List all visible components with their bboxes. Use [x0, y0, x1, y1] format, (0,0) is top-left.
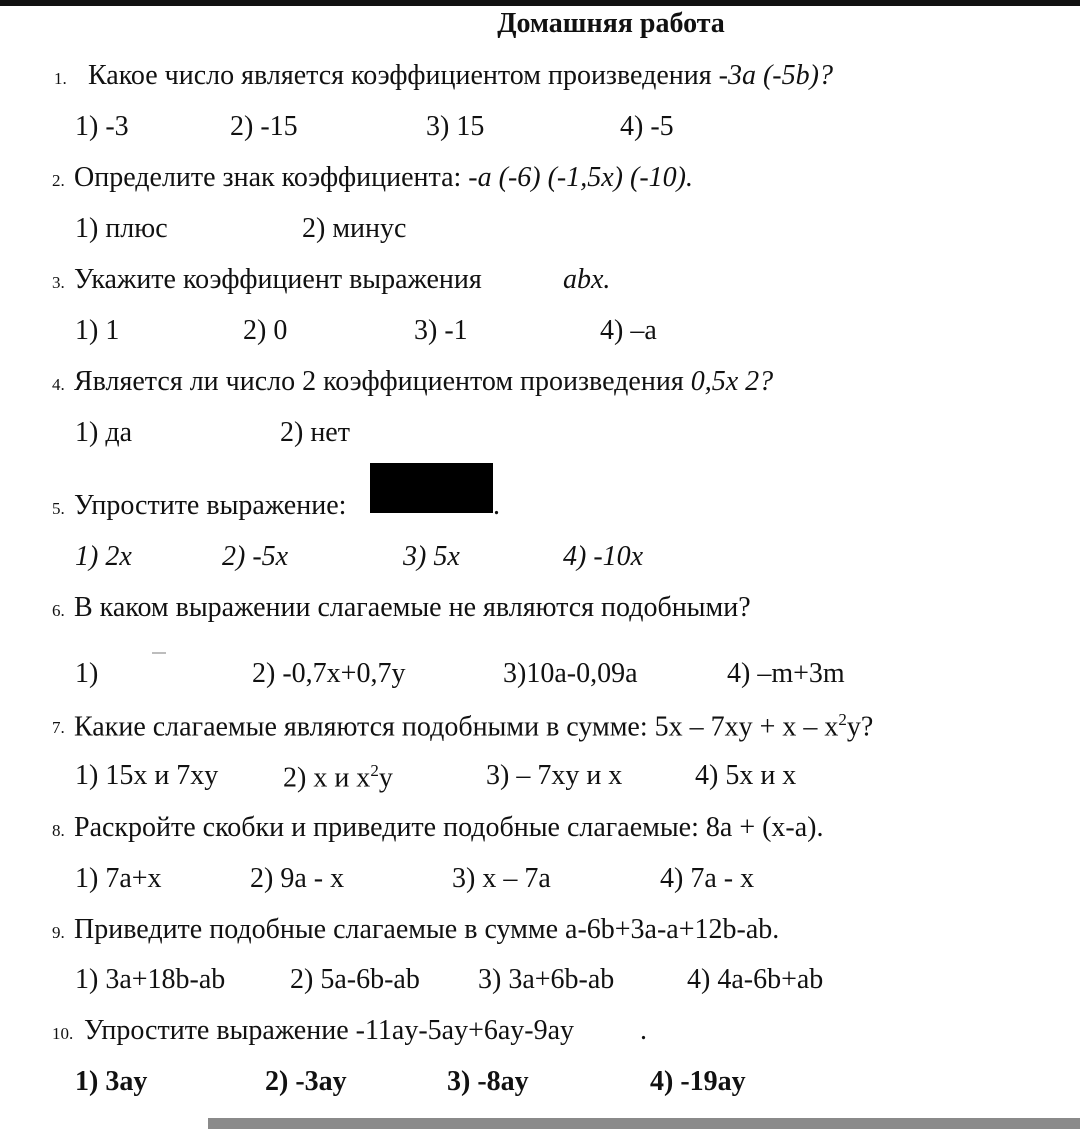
- answer-option: 3)10a-0,09a: [503, 658, 638, 689]
- faint-mark: [152, 652, 166, 654]
- answer-option: 2) 5a-6b-ab: [290, 964, 420, 995]
- answer-option: 3) -8ay: [447, 1066, 529, 1097]
- question-number: 5.: [52, 499, 65, 518]
- question-7-tail: y?: [846, 711, 874, 743]
- answer-option: 1) плюс: [75, 213, 168, 244]
- question-4-text: Является ли число 2 коэффициентом произведения: [74, 366, 691, 397]
- question-text: [74, 594, 751, 622]
- question-5-period: .: [493, 490, 500, 521]
- answer-option: 4) –a: [600, 315, 657, 346]
- answer-option: 1) 2x: [75, 541, 132, 572]
- question-number: 3.: [52, 273, 65, 292]
- answer-option: 3) 15: [426, 111, 485, 142]
- question-7-superscript: 2: [838, 710, 847, 729]
- answer-option: 1) 15x и 7xy: [75, 760, 219, 791]
- question-10-period: .: [640, 1015, 647, 1046]
- question-6-text: В каком выражении слагаемые не являются подобными?: [74, 592, 751, 623]
- question-number: 8.: [52, 821, 65, 840]
- answer-option: 1) 3a+18b-ab: [75, 964, 226, 995]
- question-number: 1.: [54, 69, 67, 88]
- question-1-text: Какое число является коэффициентом произведения: [88, 60, 719, 91]
- answer-option: 4) -19ay: [650, 1066, 746, 1097]
- question-text: [74, 164, 693, 192]
- answer-option: 2) -3ay: [265, 1066, 347, 1097]
- question-text: [74, 368, 773, 396]
- question-5-text: Упростите выражение:: [74, 490, 347, 521]
- question-3-text: Укажите коэффициент выражения: [74, 264, 482, 295]
- answer-option: 4) -10x: [563, 541, 644, 572]
- answer-option: 3) 5x: [403, 541, 460, 572]
- answer-option: 3) 3a+6b-ab: [478, 964, 615, 995]
- answer-option-7-2-tail: y: [378, 762, 393, 794]
- answer-option: 4) 7a - x: [660, 863, 755, 894]
- answer-option: 2) -0,7x+0,7y: [252, 658, 406, 689]
- question-4-expression: 0,5x 2?: [690, 366, 774, 397]
- question-text: [74, 492, 346, 520]
- question-number: 4.: [52, 375, 65, 394]
- answer-option: 2) 9a - x: [250, 863, 345, 894]
- question-text: [84, 1017, 574, 1045]
- answer-option: 4) -5: [620, 111, 674, 142]
- answer-option: 1): [75, 658, 99, 689]
- answer-option: 4) 4a-6b+ab: [687, 964, 824, 995]
- answer-option: 1) да: [75, 417, 132, 448]
- question-7-text: Какие слагаемые являются подобными в сумме: 5x – 7xy + x – x: [74, 711, 839, 743]
- answer-option: 2) -15: [230, 111, 298, 142]
- answer-option: 3) – 7xy и x: [486, 760, 623, 791]
- question-9-text: Приведите подобные слагаемые в сумме a-6b+3a-a+12b-ab.: [74, 914, 780, 945]
- answer-option: 2) минус: [302, 213, 407, 244]
- question-number: 6.: [52, 601, 65, 620]
- answer-option: 1) -3: [75, 111, 129, 142]
- answer-option-7-2-text: 2) x и x: [283, 762, 371, 794]
- question-text: [88, 62, 833, 90]
- answer-option: 2) 0: [243, 315, 288, 346]
- question-8-text: Раскройте скобки и приведите подобные слагаемые: 8a + (x-a).: [74, 812, 824, 843]
- redacted-expression: [370, 463, 493, 513]
- answer-option: 3) x – 7a: [452, 863, 551, 894]
- question-text: [74, 916, 779, 944]
- page-title: Домашняя работа: [497, 8, 725, 39]
- top-border: [0, 0, 1080, 6]
- question-number: 9.: [52, 923, 65, 942]
- question-3-expression: abx.: [563, 264, 611, 295]
- question-text: [74, 711, 873, 741]
- bottom-bar: [208, 1118, 1080, 1129]
- question-text: [74, 266, 482, 294]
- answer-option: 3) -1: [414, 315, 468, 346]
- question-2-expression: -a (-6) (-1,5x) (-10).: [468, 162, 693, 193]
- question-number: 2.: [52, 171, 65, 190]
- answer-option: 4) –m+3m: [727, 658, 845, 689]
- question-2-text: Определите знак коэффициента:: [74, 162, 469, 193]
- answer-option: 2) нет: [280, 417, 350, 448]
- question-number: 10.: [52, 1024, 74, 1043]
- answer-option: 4) 5x и x: [695, 760, 797, 791]
- answer-option: [283, 762, 393, 792]
- answer-option: 1) 7a+x: [75, 863, 162, 894]
- answer-option: 1) 1: [75, 315, 120, 346]
- answer-option: 2) -5x: [222, 541, 289, 572]
- question-10-text: Упростите выражение -11ay-5ay+6ay-9ay: [84, 1015, 575, 1046]
- answer-option: 1) 3ay: [75, 1066, 148, 1097]
- question-1-expression: -3a (-5b)?: [718, 60, 833, 91]
- question-number: 7.: [52, 718, 65, 737]
- question-text: [74, 814, 824, 842]
- answer-option-superscript: 2: [370, 761, 379, 780]
